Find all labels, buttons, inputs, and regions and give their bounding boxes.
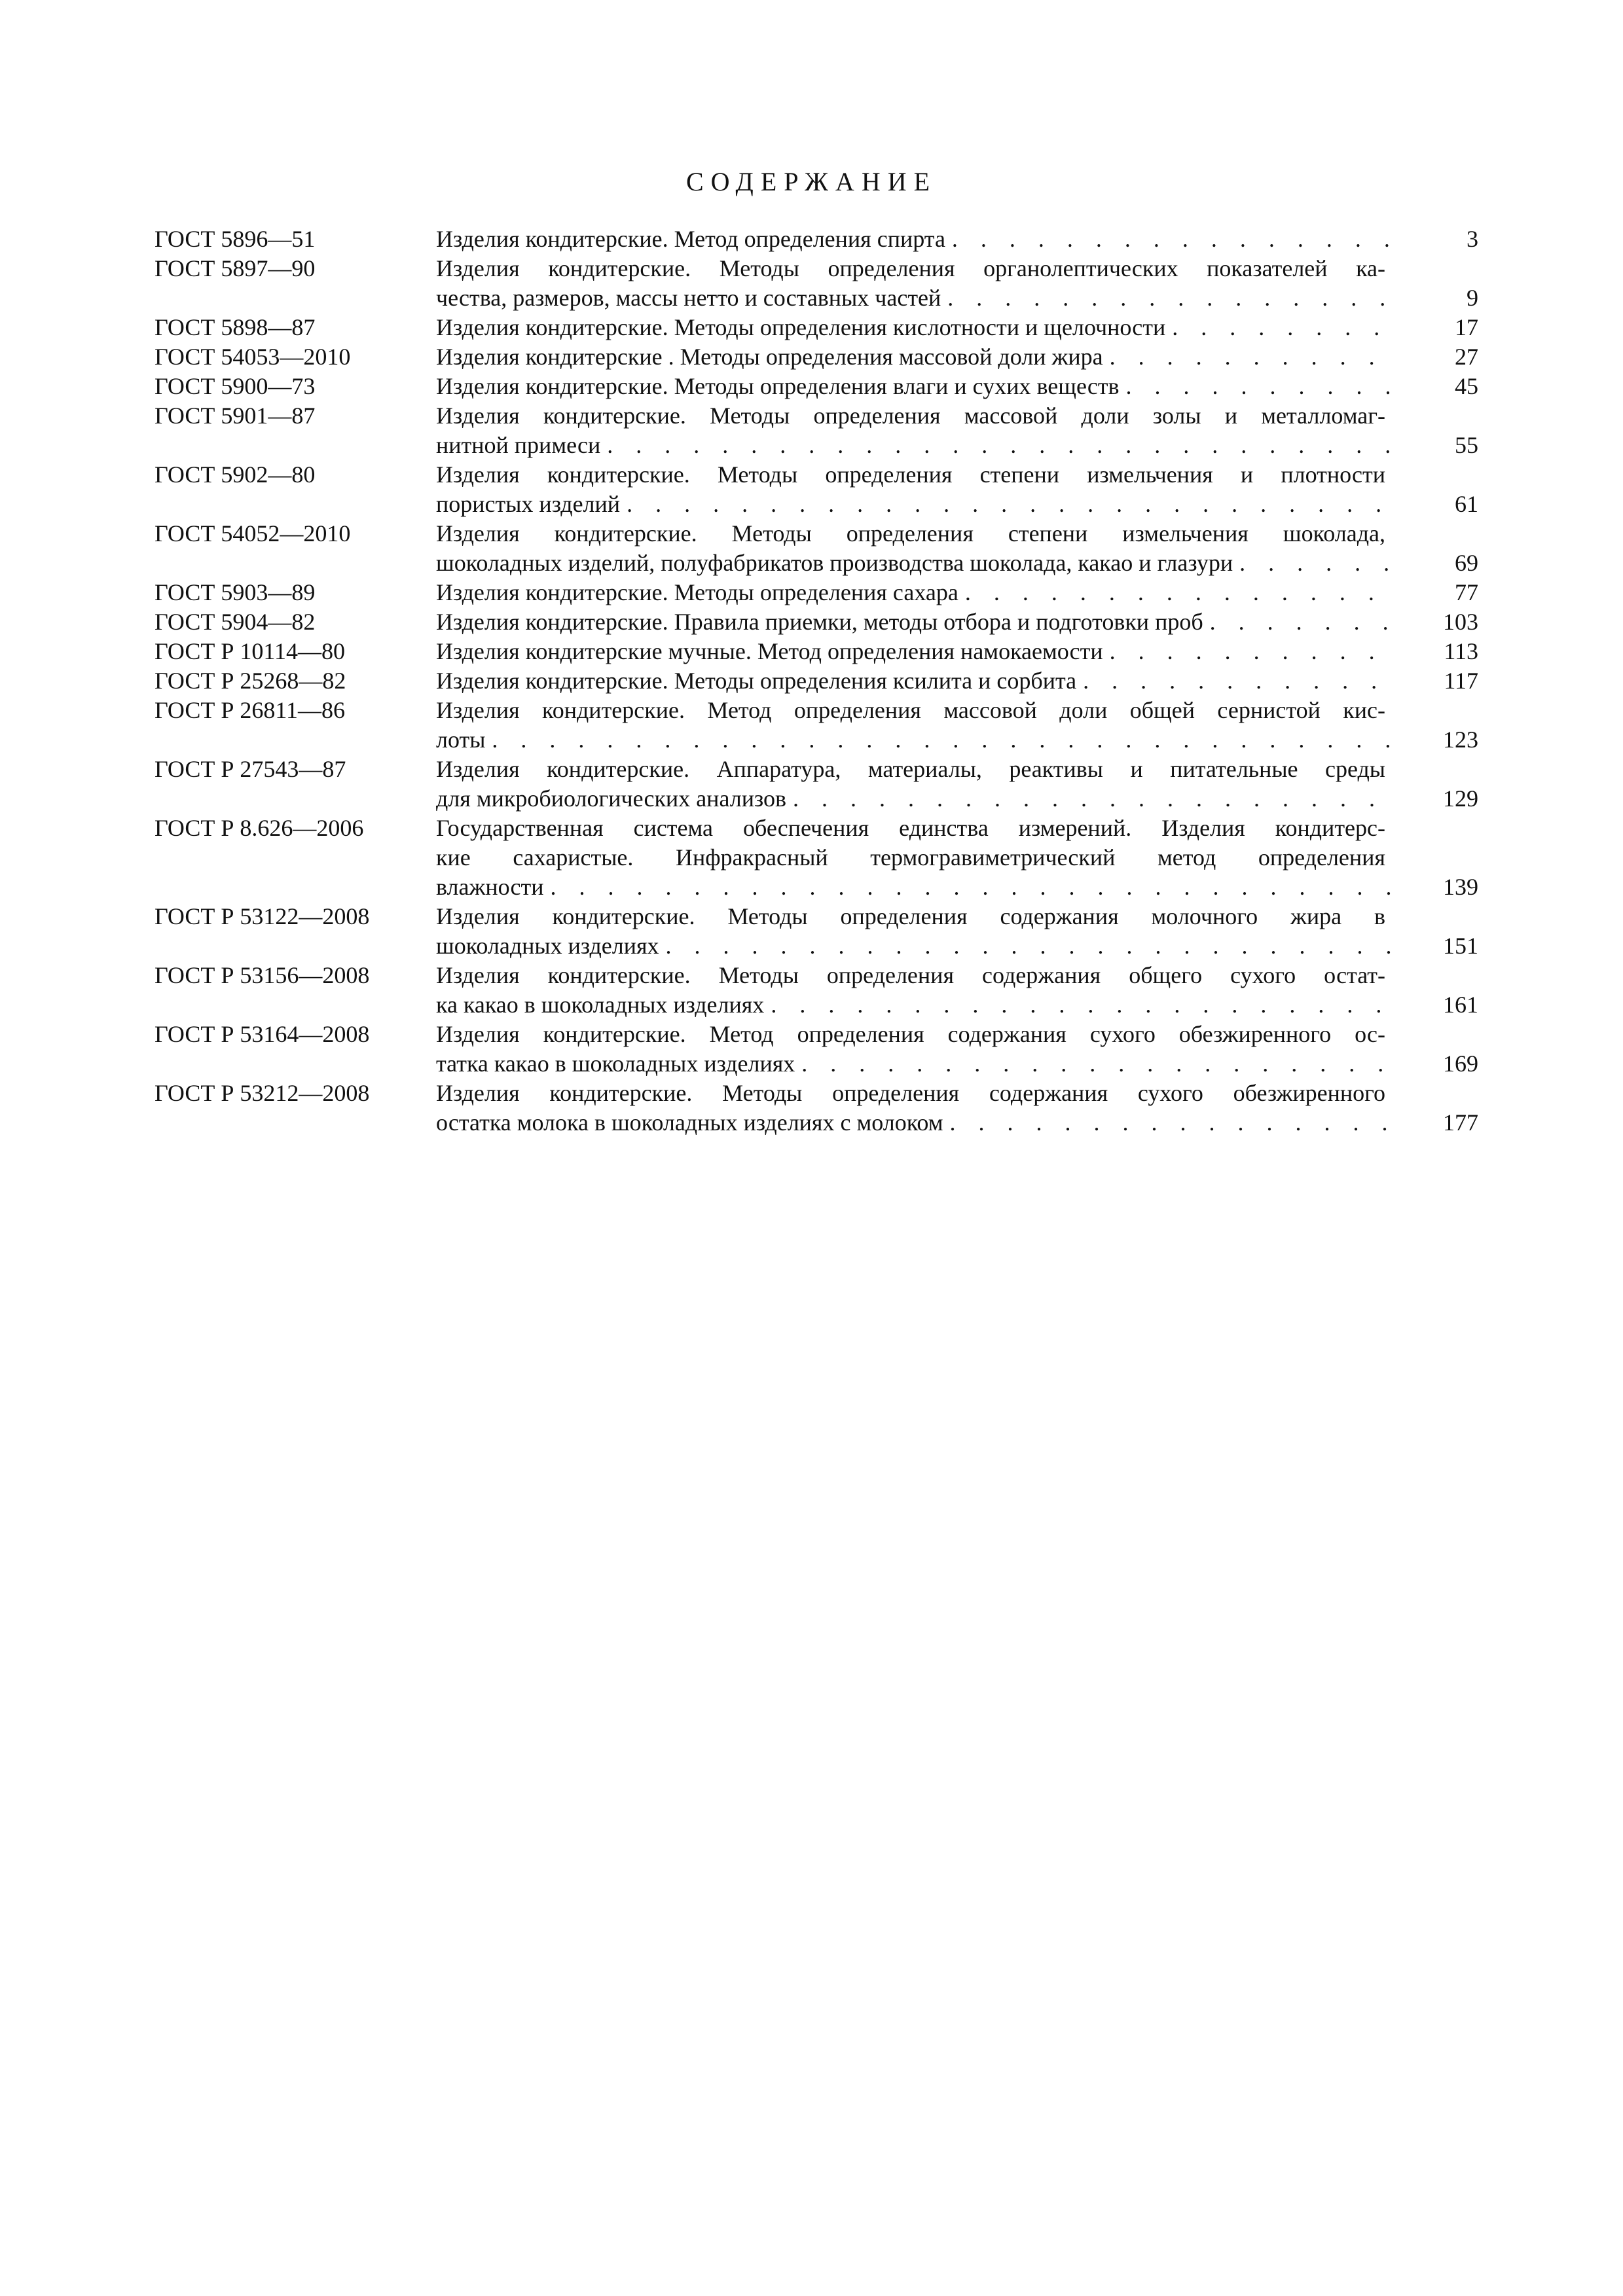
toc-entry-last-line xyxy=(436,224,1478,254)
toc-entry-title-line: Изделия кондитерские. Методы определения степени измельчения и плотности xyxy=(436,461,1385,488)
toc-entry-code: ГОСТ 5904—82 xyxy=(155,609,316,635)
dot-leader xyxy=(1165,313,1392,342)
dot-leader xyxy=(1120,372,1392,401)
toc-entry-body xyxy=(436,578,1478,607)
toc-entry-title-line: Государственная система обеспечения единства измерений. Изделия кондитерс- xyxy=(436,815,1385,841)
toc-entry-code: ГОСТ Р 27543—87 xyxy=(155,756,346,782)
toc-entry-page-number: 129 xyxy=(1443,785,1478,812)
toc-entry-title-line: для микробиологических анализов xyxy=(436,785,786,812)
toc-entry-last-line xyxy=(436,1049,1478,1079)
toc-entry-page-number: 45 xyxy=(1455,373,1478,399)
toc-entry-code: ГОСТ Р 26811—86 xyxy=(155,697,346,723)
dot-leader xyxy=(485,725,1392,755)
toc-entry-page-number: 169 xyxy=(1443,1050,1478,1077)
toc-entry-title-line: Изделия кондитерские. Методы определения содержания молочного жира в xyxy=(436,903,1385,929)
toc-entry-code: ГОСТ Р 53156—2008 xyxy=(155,962,370,988)
toc-entry-code: ГОСТ 5897—90 xyxy=(155,255,316,281)
toc-entry-title-line: Изделия кондитерские. Методы определения ксилита и сорбита xyxy=(436,668,1077,694)
toc-entry-code: ГОСТ 5900—73 xyxy=(155,373,316,399)
toc-entry-body xyxy=(436,519,1478,578)
dot-leader xyxy=(764,990,1392,1020)
toc-entry-title-line: Изделия кондитерские . Методы определения массовой доли жира xyxy=(436,344,1103,370)
toc-entry-last-line xyxy=(436,872,1478,902)
dot-leader xyxy=(1203,607,1392,637)
dot-leader xyxy=(543,872,1392,902)
toc-entry-last-line xyxy=(436,637,1478,666)
toc-entry-last-line xyxy=(436,1108,1478,1138)
toc-entry-page-number: 9 xyxy=(1467,285,1478,311)
toc-entry-title-line: татка какао в шоколадных изделиях xyxy=(436,1050,795,1077)
toc-entry xyxy=(155,578,1478,607)
dot-leader xyxy=(1233,548,1392,578)
toc-entry-title-line: Изделия кондитерские. Метод определения содержания сухого обезжиренного ос- xyxy=(436,1021,1385,1047)
toc-entry-body xyxy=(436,666,1478,696)
toc-entry-page-number: 151 xyxy=(1443,933,1478,959)
toc-entry-last-line xyxy=(436,548,1478,578)
toc-entry-title-line: пористых изделий xyxy=(436,491,621,517)
toc-entry-page-number: 77 xyxy=(1455,579,1478,605)
toc-entry-body xyxy=(436,342,1478,372)
toc-entry xyxy=(155,401,1478,460)
toc-entry-code: ГОСТ 5896—51 xyxy=(155,226,316,252)
dot-leader xyxy=(1076,666,1392,696)
toc-entry-body xyxy=(436,607,1478,637)
toc-entry-code: ГОСТ Р 10114—80 xyxy=(155,638,346,664)
page-title: СОДЕРЖАНИЕ xyxy=(685,167,938,196)
toc-entry-page-number: 27 xyxy=(1455,344,1478,370)
toc-entry xyxy=(155,1020,1478,1079)
toc-entry-title-line: Изделия кондитерские. Методы определения сахара xyxy=(436,579,958,605)
dot-leader xyxy=(659,931,1392,961)
toc-entry-code: ГОСТ 5902—80 xyxy=(155,461,316,488)
toc-entry-body xyxy=(436,961,1478,1020)
toc-entry xyxy=(155,902,1478,961)
dot-leader xyxy=(620,490,1392,519)
toc-entry-page-number: 3 xyxy=(1467,226,1478,252)
toc-entry-body xyxy=(436,902,1478,961)
dot-leader xyxy=(941,283,1392,313)
toc-entry-last-line xyxy=(436,725,1478,755)
toc-entry xyxy=(155,607,1478,637)
toc-entry-last-line xyxy=(436,490,1478,519)
dot-leader xyxy=(795,1049,1392,1079)
toc-entry-last-line xyxy=(436,990,1478,1020)
toc-entry xyxy=(155,1079,1478,1138)
toc-entry-code: ГОСТ Р 25268—82 xyxy=(155,668,346,694)
toc-entry-body xyxy=(436,372,1478,401)
toc-entry-title-line: Изделия кондитерские. Методы определения содержания общего сухого остат- xyxy=(436,962,1385,988)
toc-entry-code: ГОСТ 5898—87 xyxy=(155,314,316,340)
toc-entry-title-line: Изделия кондитерские мучные. Метод определения намокаемости xyxy=(436,638,1103,664)
toc-entry xyxy=(155,372,1478,401)
toc-entry-body xyxy=(436,224,1478,254)
dot-leader xyxy=(943,1108,1393,1138)
toc-entry-page-number: 177 xyxy=(1443,1109,1478,1136)
toc-entry-title-line: Изделия кондитерские. Аппаратура, материалы, реактивы и питательные среды xyxy=(436,756,1385,782)
toc-entry xyxy=(155,254,1478,313)
toc-entry-page-number: 117 xyxy=(1444,668,1478,694)
toc-entry-title-line: нитной примеси xyxy=(436,432,601,458)
toc-entry-title-line: ка какао в шоколадных изделиях xyxy=(436,992,765,1018)
toc-entry-title-line: Изделия кондитерские. Методы определения кислотности и щелочности xyxy=(436,314,1166,340)
toc-entry xyxy=(155,342,1478,372)
toc-entry xyxy=(155,961,1478,1020)
toc-entry-last-line xyxy=(436,342,1478,372)
toc-entry-code: ГОСТ Р 53122—2008 xyxy=(155,903,370,929)
toc-entry-title-line: Изделия кондитерские. Методы определения содержания сухого обезжиренного xyxy=(436,1080,1385,1106)
toc-entry-title-line: лоты xyxy=(436,726,486,753)
dot-leader xyxy=(600,431,1392,460)
toc-entry-body xyxy=(436,696,1478,755)
toc-entry-title-line: остатка молока в шоколадных изделиях с молоком xyxy=(436,1109,943,1136)
toc-entry-last-line xyxy=(436,578,1478,607)
toc-entry-page-number: 113 xyxy=(1444,638,1478,664)
toc-entry xyxy=(155,666,1478,696)
toc-entry-title-line: влажности xyxy=(436,874,544,900)
toc-entry-page-number: 61 xyxy=(1455,491,1478,517)
toc-entry-last-line xyxy=(436,372,1478,401)
toc-entry-page-number: 55 xyxy=(1455,432,1478,458)
toc-entry-body xyxy=(436,755,1478,814)
toc-entry-body xyxy=(436,1020,1478,1079)
toc-entry xyxy=(155,814,1478,902)
toc-entry-title-line: кие сахаристые. Инфракрасный термогравиметрический метод определения xyxy=(436,844,1385,870)
toc-entry xyxy=(155,637,1478,666)
toc-entry-title-line: Изделия кондитерские. Правила приемки, методы отбора и подготовки проб xyxy=(436,609,1203,635)
toc-entry-title-line: Изделия кондитерские. Методы определения массовой доли золы и металломаг- xyxy=(436,403,1385,429)
toc-entry-last-line xyxy=(436,666,1478,696)
toc-entry-body xyxy=(436,814,1478,902)
toc-list xyxy=(155,224,1478,1138)
toc-entry xyxy=(155,460,1478,519)
toc-entry xyxy=(155,313,1478,342)
toc-entry-page-number: 103 xyxy=(1443,609,1478,635)
toc-entry-code: ГОСТ 5903—89 xyxy=(155,579,316,605)
toc-entry-title-line: Изделия кондитерские. Метод определения массовой доли общей сернистой кис- xyxy=(436,697,1385,723)
toc-entry-page-number: 69 xyxy=(1455,550,1478,576)
toc-entry-last-line xyxy=(436,931,1478,961)
dot-leader xyxy=(1103,637,1392,666)
dot-leader xyxy=(786,784,1392,814)
toc-entry xyxy=(155,224,1478,254)
dot-leader xyxy=(1103,342,1392,372)
toc-entry xyxy=(155,755,1478,814)
toc-entry-page-number: 17 xyxy=(1455,314,1478,340)
toc-entry-code: ГОСТ Р 53164—2008 xyxy=(155,1021,370,1047)
dot-leader xyxy=(945,224,1392,254)
toc-entry-last-line xyxy=(436,784,1478,814)
toc-entry-code: ГОСТ Р 8.626—2006 xyxy=(155,815,364,841)
toc-entry-page-number: 123 xyxy=(1443,726,1478,753)
toc-entry-title-line: Изделия кондитерские. Методы определения влаги и сухих веществ xyxy=(436,373,1120,399)
toc-entry-title-line: чества, размеров, массы нетто и составных частей xyxy=(436,285,941,311)
toc-entry-body xyxy=(436,254,1478,313)
toc-entry-last-line xyxy=(436,431,1478,460)
toc-entry-body xyxy=(436,637,1478,666)
toc-entry-title-line: Изделия кондитерские. Методы определения органолептических показателей ка- xyxy=(436,255,1385,281)
toc-entry-code: ГОСТ 5901—87 xyxy=(155,403,316,429)
toc-entry xyxy=(155,696,1478,755)
toc-entry-body xyxy=(436,1079,1478,1138)
toc-entry-page-number: 161 xyxy=(1443,992,1478,1018)
toc-entry-body xyxy=(436,460,1478,519)
toc-entry-body xyxy=(436,313,1478,342)
toc-entry xyxy=(155,519,1478,578)
toc-entry-last-line xyxy=(436,313,1478,342)
toc-entry-code: ГОСТ 54052—2010 xyxy=(155,520,351,547)
toc-entry-title-line: шоколадных изделиях xyxy=(436,933,659,959)
toc-entry-code: ГОСТ Р 53212—2008 xyxy=(155,1080,370,1106)
toc-entry-body xyxy=(436,401,1478,460)
dot-leader xyxy=(958,578,1392,607)
toc-entry-code: ГОСТ 54053—2010 xyxy=(155,344,351,370)
toc-entry-last-line xyxy=(436,283,1478,313)
toc-entry-last-line xyxy=(436,607,1478,637)
toc-entry-title-line: Изделия кондитерские. Метод определения спирта xyxy=(436,226,945,252)
toc-entry-title-line: шоколадных изделий, полуфабрикатов производства шоколада, какао и глазури xyxy=(436,550,1233,576)
toc-entry-title-line: Изделия кондитерские. Методы определения степени измельчения шоколада, xyxy=(436,520,1385,547)
toc-entry-page-number: 139 xyxy=(1443,874,1478,900)
